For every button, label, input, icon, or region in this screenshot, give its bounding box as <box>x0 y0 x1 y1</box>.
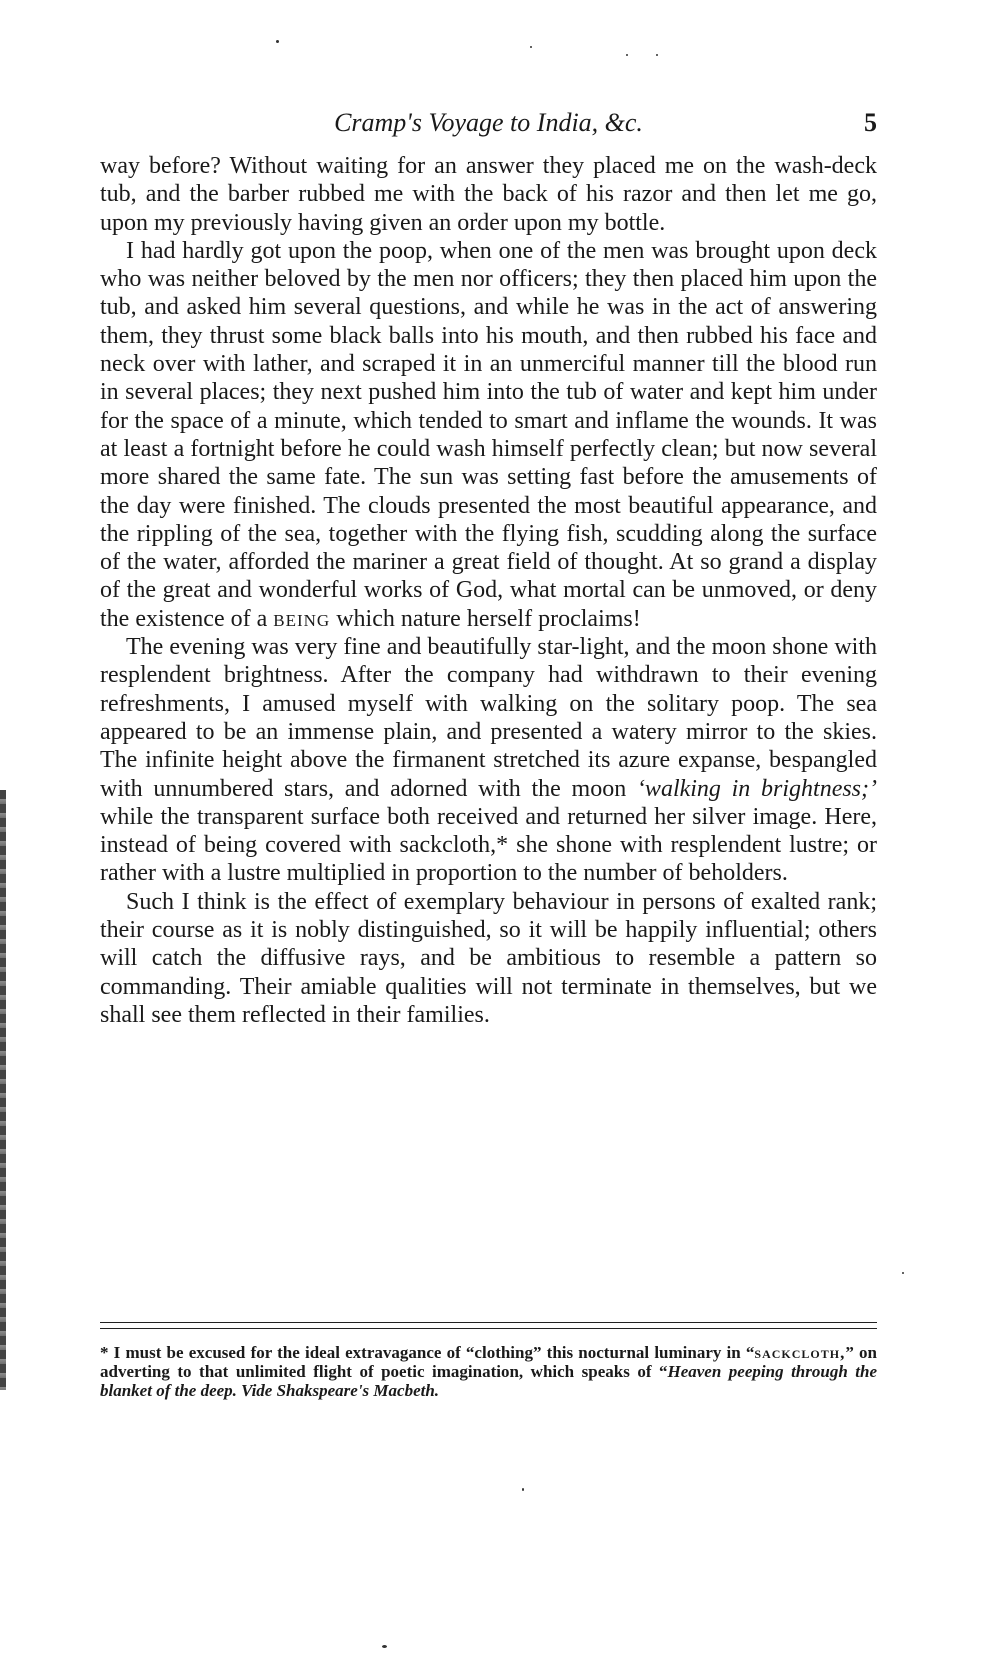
print-speck <box>626 54 628 56</box>
print-speck <box>530 46 532 48</box>
body-text <box>100 152 877 1029</box>
page-header <box>100 105 877 141</box>
footnote-rule-top <box>100 1322 877 1323</box>
italic-quote: ‘walking in brightness;’ <box>636 775 878 802</box>
paragraph-2-text-b: which nature herself proclaims! <box>336 605 641 632</box>
paragraph-2 <box>100 237 877 633</box>
print-speck <box>522 1488 524 1491</box>
footnote-text-a: * I must be excused for the ideal extravagance of “clothing” this nocturnal luminary in “ <box>100 1343 755 1362</box>
print-speck <box>276 40 279 43</box>
footnote-quote: Heaven peeping through the blanket of the deep. <box>100 1362 877 1400</box>
print-speck <box>902 1272 904 1274</box>
small-caps-being: being <box>273 605 331 632</box>
binding-edge <box>0 790 6 1390</box>
paragraph-1: way before? Without waiting for an answer they placed me on the wash-deck tub, and the barber rubbed me with the back of his razor and then let me go, upon my previously having given an order upon my bottle. <box>100 153 877 236</box>
footnote <box>100 1343 877 1400</box>
paragraph-4: Such I think is the effect of exemplary behaviour in persons of exalted rank; their course as it is nobly distinguished, so it will be happily influential; others will catch the diffusive rays, and be ambitious to resemble a pattern so commanding. Their amiable qualities will not terminate in themselves, but we shall see them reflected in their families. <box>100 888 877 1028</box>
footnote-rule-bottom <box>100 1328 877 1329</box>
page-number: 5 <box>864 108 877 137</box>
paragraph-2-text-a: I had hardly got upon the poop, when one of the men was brought upon deck who was neither beloved by the men nor officers; they then placed him upon the tub, and asked him several questions, and while he was in the act of answering them, they thrust some black balls into his mouth, and then rubbed his face and neck over with lather, and scraped it in an unmerciful manner till the blood run in several places; they next pushed him into the tub of water and kept him under for the space of a minute, which tended to smart and inflame the wounds. It was at least a fortnight before he could wash himself perfectly clean; but now several more shared the same fate. The sun was setting fast before the amusements of the day were finished. The clouds presented the most beautiful appearance, and the rippling of the sea, together with the flying fish, scudding along the surface of the water, afforded the mariner a great field of thought. At so grand a display of the great and wonderful works of God, what mortal can be unmoved, or deny the existence of a <box>100 237 877 632</box>
footnote-sackcloth: sackcloth, <box>754 1343 846 1362</box>
footnote-text-b: ” on adverting to that unlimited flight of poetic imagination, which speaks of “ <box>100 1343 877 1381</box>
paragraph-3-text-a: The evening was very fine and beautifully star-light, and the moon shone with resplendent brightness. After the company had withdrawn to their evening refreshments, I amused myself with walking on the solitary poop. The sea appeared to be an immense plain, and presented a watery mirror to the skies. The infinite height above the firmanent stretched its azure expanse, bespangled with unnumbered stars, and adorned with the moon <box>100 634 877 802</box>
paragraph-3 <box>100 633 877 888</box>
paragraph-3-text-b: while the transparent surface both received and returned her silver image. Here, instead of being covered with sackcloth,* she shone with resplendent lustre; or rather with a lustre multiplied in proportion to the number of beholders. <box>100 803 877 887</box>
print-speck <box>656 54 658 56</box>
running-title: Cramp's Voyage to India, &c. <box>334 108 643 137</box>
print-speck <box>382 1645 387 1648</box>
footnote-citation: Vide Shakspeare's Macbeth. <box>241 1381 440 1400</box>
